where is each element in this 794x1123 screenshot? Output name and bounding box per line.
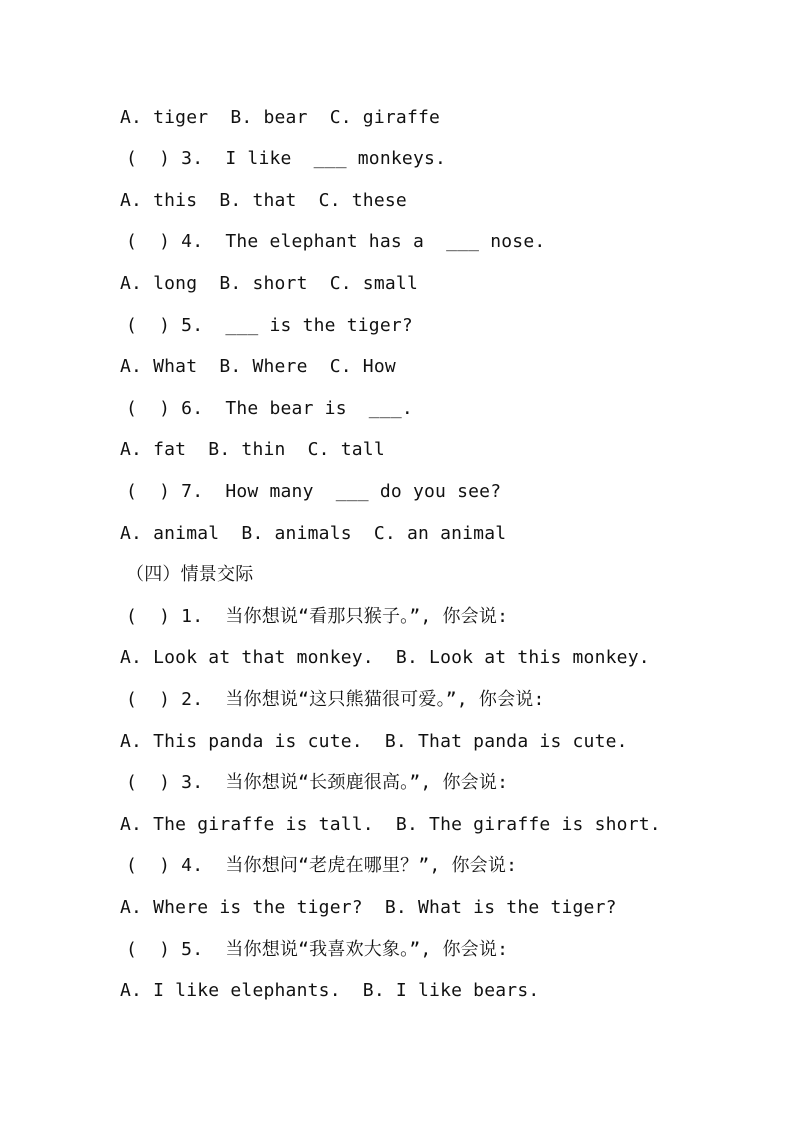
s4-q4-options: A. Where is the tiger? B. What is the tiger?	[120, 897, 617, 918]
s4-q2-question: ( ) 2. 当你想说“这只熊猫很可爱。”, 你会说:	[126, 689, 545, 710]
q4-options: A. long B. short C. small	[120, 273, 418, 294]
s4-q1-question: ( ) 1. 当你想说“看那只猴子。”, 你会说:	[126, 606, 509, 627]
s4-q3-question: ( ) 3. 当你想说“长颈鹿很高。”, 你会说:	[126, 772, 509, 793]
s4-q3-options: A. The giraffe is tall. B. The giraffe is short.	[120, 814, 661, 835]
q3-options: A. this B. that C. these	[120, 190, 407, 211]
q4-question: ( ) 4. The elephant has a ___ nose.	[126, 231, 546, 252]
s4-q1-options: A. Look at that monkey. B. Look at this monkey.	[120, 647, 650, 668]
q7-question: ( ) 7. How many ___ do you see?	[126, 481, 502, 502]
section-heading: （四）情景交际	[126, 564, 254, 585]
s4-q5-options: A. I like elephants. B. I like bears.	[120, 980, 540, 1001]
q6-options: A. fat B. thin C. tall	[120, 439, 385, 460]
q5-options: A. What B. Where C. How	[120, 356, 396, 377]
s4-q5-question: ( ) 5. 当你想说“我喜欢大象。”, 你会说:	[126, 939, 509, 960]
s4-q4-question: ( ) 4. 当你想问“老虎在哪里？”, 你会说:	[126, 855, 518, 876]
q6-question: ( ) 6. The bear is ___.	[126, 398, 413, 419]
q7-options: A. animal B. animals C. an animal	[120, 523, 507, 544]
q2-options: A. tiger B. bear C. giraffe	[120, 107, 441, 128]
q5-question: ( ) 5. ___ is the tiger?	[126, 315, 413, 336]
q3-question: ( ) 3. I like ___ monkeys.	[126, 148, 447, 169]
s4-q2-options: A. This panda is cute. B. That panda is cute.	[120, 731, 628, 752]
